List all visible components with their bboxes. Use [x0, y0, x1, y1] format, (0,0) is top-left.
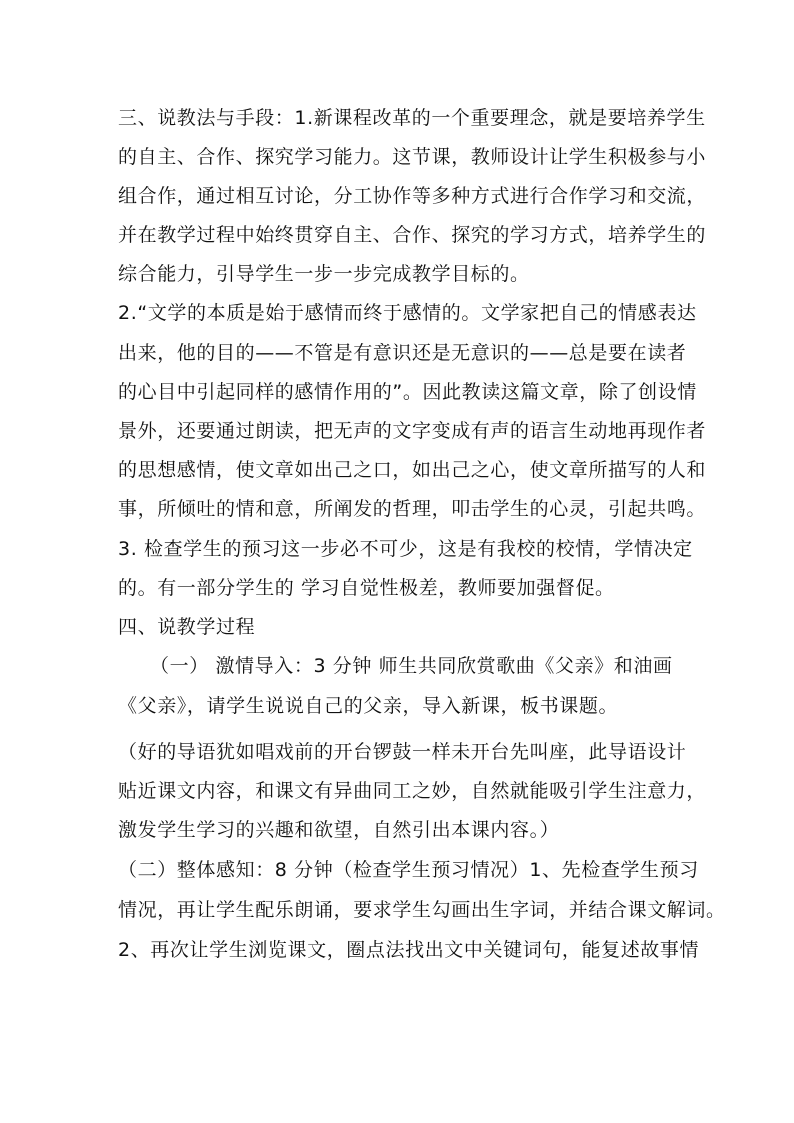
- text-line: 2.“文学的本质是始于感情而终于感情的。文学家把自己的情感表达: [118, 302, 697, 324]
- text-line: 景外，还要通过朗读，把无声的文字变成有声的语言生动地再现作者: [118, 420, 707, 442]
- text-line: 三、说教法与手段：1.新课程改革的一个重要理念，就是要培养学生: [118, 107, 706, 129]
- text-line: 3. 检查学生的预习这一步必不可少，这是有我校的校情，学情决定: [118, 538, 693, 560]
- text-line: （好的导语犹如唱戏前的开台锣鼓一样未开台先叫座，此导语设计: [118, 741, 687, 763]
- text-line: 事，所倾吐的情和意，所阐发的哲理，叩击学生的心灵，引起共鸣。: [118, 498, 707, 520]
- text-line: 的思想感情，使文章如出己之口，如出己之心，使文章所描写的人和: [118, 459, 707, 481]
- text-line: （二）整体感知：8 分钟（检查学生预习情况）1、先检查学生预习: [118, 859, 699, 881]
- text-line: 的心目中引起同样的感情作用的”。因此教读这篇文章，除了创设情: [118, 381, 697, 403]
- text-line: 综合能力，引导学生一步一步完成教学目标的。: [118, 263, 530, 285]
- text-line: 2、再次让学生浏览课文，圈点法找出文中关键词句，能复述故事情: [118, 939, 700, 961]
- text-line: （一） 激情导入：3 分钟 师生共同欣赏歌曲《父亲》和油画: [150, 655, 673, 677]
- section-heading: 四、说教学过程: [118, 616, 256, 638]
- text-line: 情况，再让学生配乐朗诵，要求学生勾画出生字词，并结合课文解词。: [118, 899, 726, 921]
- text-line: 组合作，通过相互讨论，分工协作等多种方式进行合作学习和交流，: [118, 185, 707, 207]
- text-line: 出来，他的目的——不管是有意识还是无意识的——总是要在读者: [118, 342, 687, 364]
- text-line: 的。有一部分学生的 学习自觉性极差，教师要加强督促。: [118, 577, 615, 599]
- text-line: 的自主、合作、探究学习能力。这节课，教师设计让学生积极参与小: [118, 146, 707, 168]
- text-line: 《父亲》，请学生说说自己的父亲，导入新课，板书课题。: [118, 695, 619, 717]
- text-line: 贴近课文内容，和课文有异曲同工之妙，自然就能吸引学生注意力，: [118, 780, 707, 802]
- text-line: 并在教学过程中始终贯穿自主、合作、探究的学习方式，培养学生的: [118, 224, 707, 246]
- text-line: 激发学生学习的兴趣和欲望，自然引出本课内容。）: [118, 819, 560, 841]
